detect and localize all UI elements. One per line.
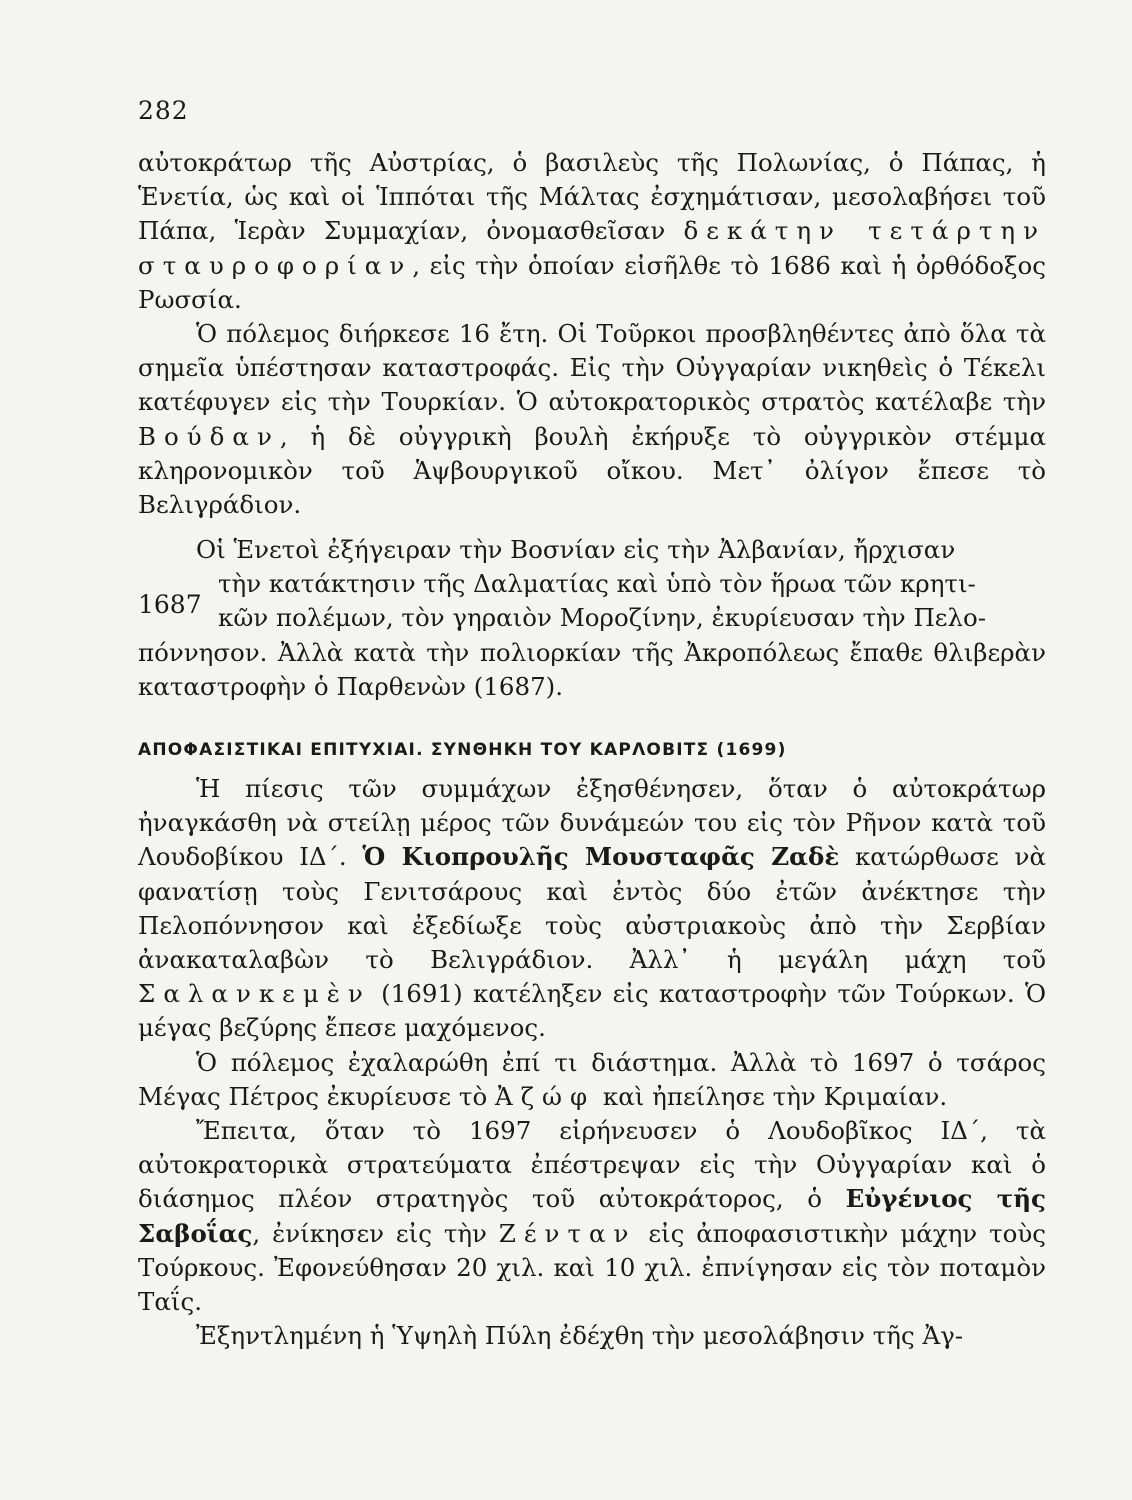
text-line: Οἱ Ἑνετοὶ ἐξήγειραν τὴν Βοσνίαν εἰς τὴν Ἀλβανίαν, ἤρχισαν	[196, 535, 956, 564]
page-number: 282	[138, 96, 189, 125]
text-run: , εἰς τὴν ὁποίαν εἰσῆλθε τὸ 1686 καὶ ἡ ὀρθόδοξος Ρωσσία.	[138, 250, 1046, 314]
emphasis-kiopruli: Ὁ Κιοπρουλῆς Μουσταφᾶς Ζαδὲ	[362, 842, 840, 872]
paragraph-holy-league	[138, 146, 1046, 317]
text-run: Ἐξηντλημένη ἡ Ὑψηλὴ Πύλη ἐδέχθη τὴν μεσολάβησιν τῆς Ἀγ-	[196, 1321, 964, 1351]
text-run: εἰς ἀποφασιστικὴν μάχην τοὺς Τούρκους. Ἐφονεύθησαν 20 χιλ. καὶ 10 χιλ. ἐπνίγησαν εἰς τὸν ποταμὸν Ταΐς.	[138, 1218, 1047, 1317]
text-block-bottom	[138, 772, 1046, 1353]
paragraph-pressure	[138, 772, 1046, 1046]
text-run: αὐτοκράτωρ τῆς Αὐστρίας, ὁ βασιλεὺς τῆς Πολωνίας, ὁ Πάπας, ἡ Ἑνετία, ὡς καὶ οἱ Ἱππόται τῆς Μάλτας ἐσχημάτισαν, μεσολαβήσει τοῦ Πάπα, Ἱερὰν Συμμαχίαν, ὀνομασθεῖσαν	[138, 148, 1046, 246]
emphasis-eugene: Εὐγένιος τῆς Σαβοΐας	[138, 1184, 1046, 1248]
emphasis-salankemen: Σαλανκεμὲν	[138, 979, 371, 1009]
text-run: (1691) κατέληξεν εἰς καταστροφὴν τῶν Τούρκων. Ὁ μέγας βεζύρης ἔπεσε μαχόμενος.	[138, 979, 1046, 1043]
text-line: πόννησον. Ἀλλὰ κατὰ τὴν πολιορκίαν τῆς Ἀκροπόλεως ἔπαθε θλιβερὰν καταστροφὴν ὁ Παρθενὼν (1687).	[138, 637, 1046, 701]
text-run: Ὁ πόλεμος ἐχαλαρώθη ἐπί τι διάστημα. Ἀλλὰ τὸ 1697 ὁ τσάρος Μέγας Πέτρος ἐκυρίευσε τὸ	[138, 1047, 1046, 1111]
text-run: Ἔπειτα, ὅταν τὸ 1697 εἰρήνευσεν ὁ Λουδοβῖκος ΙΔ΄, τὰ αὐτοκρατορικὰ στρατεύματα ἐπέστρεψαν εἰς τὴν Οὐγγαρίαν καὶ ὁ διάσημος πλέον στρατηγὸς τοῦ αὐτοκράτορος, ὁ	[138, 1116, 1046, 1214]
text-run: κατώρθωσε νὰ φανατίσῃ τοὺς Γενιτσάρους καὶ ἐντὸς δύο ἐτῶν ἀνέκτησε τὴν Πελοπόννησον καὶ ἐξεδίωξε τοὺς αὐστριακοὺς ἀπὸ τὴν Σερβίαν ἀνακαταλαβὼν τὸ Βελιγράδιον. Ἀλλ᾽ ἡ μεγάλη μάχη τοῦ	[138, 842, 1046, 975]
text-run: Ἡ πίεσις τῶν συμμάχων ἐξησθένησεν, ὅταν ὁ αὐτοκράτωρ ἠναγκάσθη νὰ στείλῃ μέρος τῶν δυνάμεών του εἰς τὸν Ρῆνον κατὰ τοῦ Λουδοβίκου ΙΔ΄.	[138, 774, 1046, 872]
paragraph-war	[138, 317, 1046, 522]
text-run: , ἡ δὲ οὐγγρικὴ βουλὴ ἐκήρυξε τὸ οὐγγρικὸν στέμμα κληρονομικὸν τοῦ Ἁψβουργικοῦ οἴκου. Μετ᾽ ὀλίγον ἔπεσε τὸ Βελιγράδιον.	[138, 421, 1046, 520]
section-heading: ΑΠΟΦΑΣΙΣΤΙΚΑΙ ΕΠΙΤΥΧΙΑΙ. ΣΥΝΘΗΚΗ ΤΟΥ ΚΑΡΛΟΒΙΤΣ (1699)	[138, 740, 787, 760]
text-block-top	[138, 146, 1046, 522]
text-run: , ἐνίκησεν εἰς τὴν	[252, 1218, 487, 1248]
emphasis-azof: Ἀζώφ	[495, 1081, 596, 1111]
text-line: τὴν κατάκτησιν τῆς Δαλματίας καὶ ὑπὸ τὸν ἥρωα τῶν κρητι-	[218, 569, 976, 599]
paragraph-eugene	[138, 1114, 1046, 1319]
emphasis-buda: Βούδαν	[138, 421, 280, 451]
margin-year: 1687	[138, 590, 202, 619]
paragraph-porte	[138, 1319, 1046, 1353]
text-run: Ὁ πόλεμος διήρκεσε 16 ἔτη. Οἱ Τοῦρκοι προσβληθέντες ἀπὸ ὅλα τὰ σημεῖα ὑπέστησαν καταστροφάς. Εἰς τὴν Οὐγγαρίαν νικηθεὶς ὁ Τέκελι κατέφυγεν εἰς τὴν Τουρκίαν. Ὁ αὐτοκρατορικὸς στρατὸς κατέλαβε τὴν	[138, 319, 1046, 417]
emphasis-zenta: Ζένταν	[498, 1218, 637, 1248]
emphasis-crusade: δεκάτην τετάρτην σταυροφορίαν	[138, 216, 1047, 280]
text-run: καὶ ἠπείλησε τὴν Κριμαίαν.	[602, 1081, 948, 1111]
paragraph-peter	[138, 1046, 1046, 1114]
paragraph-venetians	[138, 533, 1046, 704]
text-line: κῶν πολέμων, τὸν γηραιὸν Μοροζίνην, ἐκυρίευσαν τὴν Πελο-	[218, 603, 987, 633]
